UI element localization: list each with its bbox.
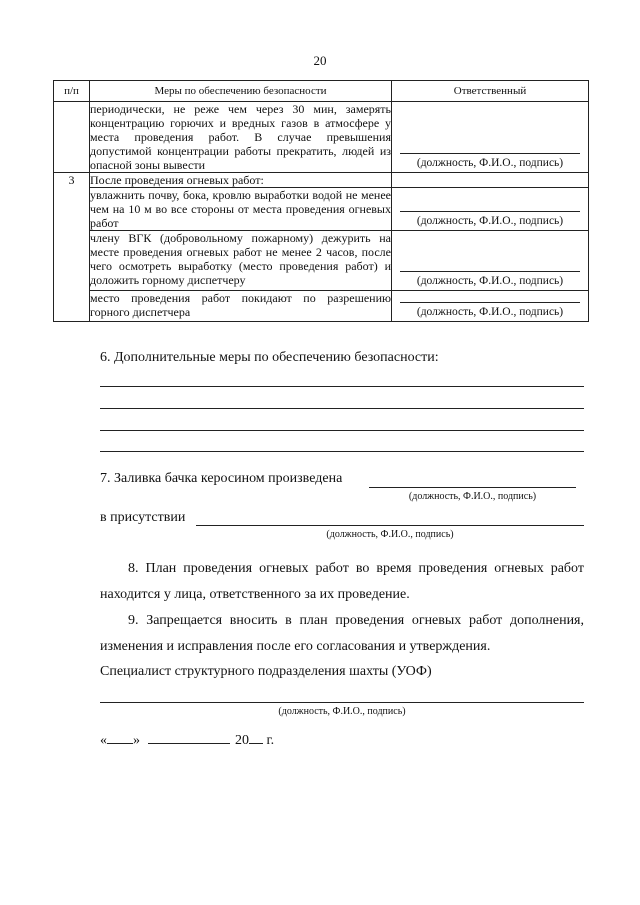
table-row xyxy=(54,188,589,231)
additional-measures-line xyxy=(100,430,584,431)
additional-measures-line xyxy=(100,386,584,387)
column-header-number: п/п xyxy=(54,81,90,102)
responsible-cell xyxy=(392,291,589,322)
measure-heading: После проведения огневых работ: xyxy=(90,173,392,188)
presence-signature-caption: (должность, Ф.И.О., подпись) xyxy=(326,529,454,540)
month-blank xyxy=(148,743,230,744)
responsible-caption: (должность, Ф.И.О., подпись) xyxy=(416,306,564,318)
signature-line xyxy=(400,211,580,212)
row-number xyxy=(54,102,90,173)
table-row xyxy=(54,231,589,291)
specialist-signature-caption: (должность, Ф.И.О., подпись) xyxy=(278,706,406,717)
signature-line xyxy=(400,271,580,272)
table-row xyxy=(54,291,589,322)
date-open-quote: « xyxy=(100,733,107,748)
presence-signature-line xyxy=(196,525,584,526)
measure-text: место проведения работ покидают по разрешению горного диспетчера xyxy=(90,291,392,322)
additional-measures-line xyxy=(100,408,584,409)
page-number: 20 xyxy=(313,53,327,68)
responsible-caption: (должность, Ф.И.О., подпись) xyxy=(416,215,564,227)
year-prefix: 20 xyxy=(235,733,249,748)
row-number: 3 xyxy=(54,173,90,322)
table-row xyxy=(54,173,589,188)
date-line xyxy=(100,733,274,749)
measure-text: увлажнить почву, бока, кровлю выработки водой не менее чем на 10 м во все стороны от места проведения огневых работ xyxy=(90,188,391,230)
responsible-cell xyxy=(392,188,589,231)
measure-text: члену ВГК (добровольному пожарному) дежурить на месте проведения огневых работ не менее 2 часов, после чего осмотреть выработку (место проведения работ) и доложить горному диспетчеру xyxy=(90,231,392,291)
presence-label: в присутствии xyxy=(100,510,186,525)
safety-measures-table xyxy=(53,80,589,322)
date-close-quote: » xyxy=(133,733,140,748)
section-7-label: 7. Заливка бачка керосином произведена xyxy=(100,471,343,486)
responsible-cell xyxy=(392,102,589,173)
day-blank xyxy=(107,743,133,744)
responsible-cell xyxy=(392,231,589,291)
section-9-text: 9. Запрещается вносить в план проведения огневых работ дополнения, изменения и исправления после его согласования и утверждения. xyxy=(100,613,584,654)
kerosene-signature-line xyxy=(369,487,576,488)
specialist-label: Специалист структурного подразделения шахты (УОФ) xyxy=(100,664,432,679)
signature-line xyxy=(400,302,580,303)
table-row xyxy=(54,102,589,173)
responsible-cell-empty xyxy=(392,173,589,188)
responsible-caption: (должность, Ф.И.О., подпись) xyxy=(416,157,564,169)
column-header-measures: Меры по обеспечению безопасности xyxy=(90,81,392,102)
additional-measures-line xyxy=(100,451,584,452)
measure-text: периодически, не реже чем через 30 мин, замерять концентрацию горючих и вредных газов в атмосфере у места проведения работ. В случае превышения допустимой концентрации работы прекратить, людей из опасной зоны вывести xyxy=(90,102,391,172)
specialist-signature-line xyxy=(100,702,584,703)
signature-line xyxy=(400,153,580,154)
section-6-title: 6. Дополнительные меры по обеспечению безопасности: xyxy=(100,350,439,365)
year-suffix: г. xyxy=(266,733,275,748)
section-8-text: 8. План проведения огневых работ во время проведения огневых работ находится у лица, ответственного за их проведение. xyxy=(100,561,584,602)
column-header-responsible: Ответственный xyxy=(392,81,589,102)
kerosene-signature-caption: (должность, Ф.И.О., подпись) xyxy=(408,491,537,502)
responsible-caption: (должность, Ф.И.О., подпись) xyxy=(416,275,564,287)
table-header-row xyxy=(54,81,589,102)
year-blank xyxy=(249,743,263,744)
